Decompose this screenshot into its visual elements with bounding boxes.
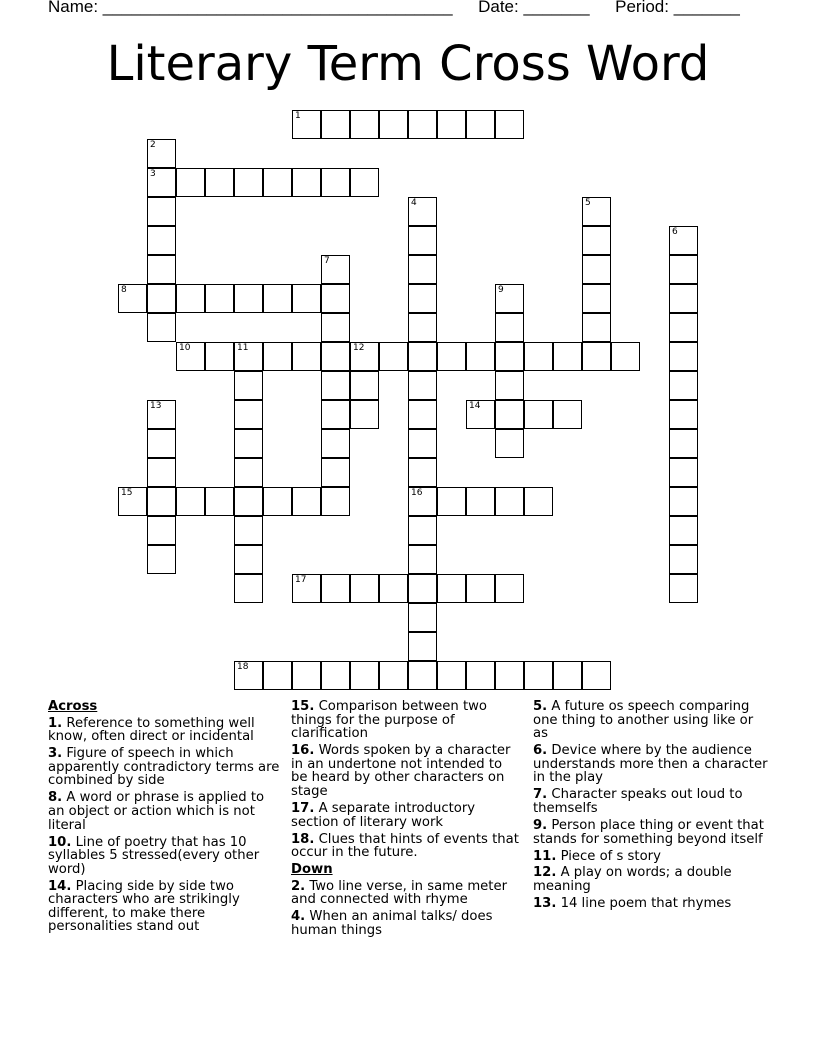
crossword-cell[interactable] (234, 400, 263, 429)
clue-down-11: 11. Piece of s story (533, 848, 661, 864)
clues-column-2 (291, 700, 521, 941)
crossword-cell[interactable] (669, 545, 698, 574)
crossword-cell[interactable] (350, 371, 379, 400)
crossword-cell[interactable] (147, 545, 176, 574)
crossword-cell[interactable] (582, 226, 611, 255)
crossword-cell[interactable] (408, 255, 437, 284)
clue-down-2: 2. Two line verse, in same meter and connected with rhyme (291, 878, 507, 908)
clue-number-17: 17 (295, 575, 307, 585)
crossword-cell[interactable] (408, 371, 437, 400)
clue-number-1: 1 (295, 111, 301, 121)
clue-number-12: 12 (353, 343, 365, 353)
crossword-cell[interactable] (292, 661, 321, 690)
crossword-cell[interactable] (495, 110, 524, 139)
clue-across-16: 16. Words spoken by a character in an undertone not intended to be heard by other characters on stage (291, 743, 511, 799)
clue-down-12: 12. A play on words; a double meaning (533, 865, 732, 895)
crossword-cell[interactable] (321, 661, 350, 690)
crossword-cell[interactable] (408, 458, 437, 487)
period-field[interactable]: Period: _______ (615, 0, 740, 16)
crossword-cell[interactable] (495, 661, 524, 690)
clue-down-5: 5. A future os speech comparing one thing to another using like or as (533, 699, 754, 742)
clue-number-4: 4 (411, 198, 417, 208)
crossword-cell[interactable] (495, 371, 524, 400)
crossword-cell[interactable] (350, 110, 379, 139)
page-title: Literary Term Cross Word (106, 36, 710, 92)
crossword-cell[interactable] (669, 458, 698, 487)
name-field[interactable]: Name: _____________________________________ (48, 0, 453, 16)
crossword-cell[interactable] (669, 342, 698, 371)
clue-down-13: 13. 14 line poem that rhymes (533, 896, 732, 912)
crossword-cell[interactable] (350, 574, 379, 603)
crossword-cell[interactable] (669, 284, 698, 313)
crossword-cell[interactable] (234, 487, 263, 516)
crossword-cell[interactable] (553, 661, 582, 690)
crossword-cell[interactable] (321, 168, 350, 197)
crossword-cell[interactable] (408, 400, 437, 429)
crossword-cell[interactable] (234, 545, 263, 574)
crossword-cell[interactable] (408, 545, 437, 574)
clue-number-2: 2 (150, 140, 156, 150)
crossword-cell[interactable] (321, 284, 350, 313)
crossword-cell[interactable] (321, 400, 350, 429)
crossword-cell[interactable] (147, 458, 176, 487)
across-heading: Across (48, 699, 98, 714)
crossword-cell[interactable] (379, 110, 408, 139)
crossword-cell[interactable] (176, 284, 205, 313)
crossword-cell[interactable] (495, 400, 524, 429)
crossword-cell[interactable] (350, 168, 379, 197)
crossword-cell[interactable] (263, 342, 292, 371)
crossword-cell[interactable] (292, 168, 321, 197)
crossword-cell[interactable] (321, 342, 350, 371)
crossword-cell[interactable] (147, 226, 176, 255)
crossword-cell[interactable] (263, 661, 292, 690)
crossword-cell[interactable] (379, 574, 408, 603)
crossword-cell[interactable] (669, 255, 698, 284)
crossword-cell[interactable] (524, 661, 553, 690)
clue-number-7: 7 (324, 256, 330, 266)
crossword-cell[interactable] (321, 110, 350, 139)
crossword-cell[interactable] (408, 632, 437, 661)
crossword-cell[interactable] (408, 342, 437, 371)
clue-number-11: 11 (237, 343, 249, 353)
crossword-cell[interactable] (669, 429, 698, 458)
clue-across-8: 8. A word or phrase is applied to an object or action which is not literal (48, 790, 265, 833)
clue-number-8: 8 (121, 285, 127, 295)
crossword-cell[interactable] (147, 516, 176, 545)
crossword-cell[interactable] (292, 284, 321, 313)
date-field[interactable]: Date: _______ (478, 0, 590, 16)
clue-down-9: 9. Person place thing or event that stands for something beyond itself (533, 817, 764, 847)
crossword-cell[interactable] (350, 661, 379, 690)
crossword-cell[interactable] (437, 487, 466, 516)
crossword-cell[interactable] (408, 603, 437, 632)
crossword-cell[interactable] (379, 342, 408, 371)
clue-down-6: 6. Device where by the audience understands more then a character in the play (533, 743, 768, 786)
crossword-cell[interactable] (205, 342, 234, 371)
crossword-cell[interactable] (524, 342, 553, 371)
crossword-cell[interactable] (205, 487, 234, 516)
crossword-cell[interactable] (524, 400, 553, 429)
clue-across-14: 14. Placing side by side two characters who are strikingly different, to make there personalities stand out (48, 878, 240, 935)
crossword-cell[interactable] (669, 487, 698, 516)
crossword-cell[interactable] (466, 342, 495, 371)
clues-column-1 (48, 700, 280, 937)
clue-number-18: 18 (237, 662, 249, 672)
crossword-cell[interactable] (495, 429, 524, 458)
crossword-cell[interactable] (408, 429, 437, 458)
crossword-cell[interactable] (495, 574, 524, 603)
crossword-cell[interactable] (669, 574, 698, 603)
crossword-cell[interactable] (669, 313, 698, 342)
clue-across-1: 1. Reference to something well know, often direct or incidental (48, 715, 255, 745)
crossword-cell[interactable] (234, 168, 263, 197)
crossword-cell[interactable] (147, 284, 176, 313)
crossword-cell[interactable] (234, 574, 263, 603)
crossword-cell[interactable] (408, 661, 437, 690)
crossword-cell[interactable] (321, 487, 350, 516)
crossword-cell[interactable] (234, 458, 263, 487)
clue-number-6: 6 (672, 227, 678, 237)
clues-column-3 (533, 700, 769, 914)
clue-number-9: 9 (498, 285, 504, 295)
clue-number-16: 16 (411, 488, 423, 498)
clue-number-14: 14 (469, 401, 481, 411)
crossword-cell[interactable] (263, 487, 292, 516)
crossword-cell[interactable] (234, 284, 263, 313)
clue-across-18: 18. Clues that hints of events that occur in the future. (291, 831, 519, 861)
crossword-cell[interactable] (582, 313, 611, 342)
crossword-cell[interactable] (321, 429, 350, 458)
crossword-cell[interactable] (176, 487, 205, 516)
clue-across-15: 15. Comparison between two things for the purpose of clarification (291, 699, 487, 742)
crossword-cell[interactable] (669, 516, 698, 545)
clue-number-13: 13 (150, 401, 162, 411)
crossword-cell[interactable] (553, 342, 582, 371)
crossword-cell[interactable] (321, 371, 350, 400)
crossword-cell[interactable] (408, 574, 437, 603)
clue-number-3: 3 (150, 169, 156, 179)
crossword-cell[interactable] (321, 458, 350, 487)
crossword-cell[interactable] (466, 661, 495, 690)
crossword-cell[interactable] (437, 661, 466, 690)
crossword-cell[interactable] (321, 313, 350, 342)
crossword-cell[interactable] (205, 284, 234, 313)
crossword-cell[interactable] (408, 284, 437, 313)
crossword-cell[interactable] (176, 168, 205, 197)
crossword-cell[interactable] (234, 516, 263, 545)
crossword-cell[interactable] (582, 342, 611, 371)
clue-across-17: 17. A separate introductory section of literary work (291, 800, 476, 830)
crossword-cell[interactable] (466, 574, 495, 603)
crossword-cell[interactable] (408, 110, 437, 139)
crossword-cell[interactable] (495, 487, 524, 516)
crossword-cell[interactable] (263, 284, 292, 313)
crossword-cell[interactable] (669, 371, 698, 400)
clue-across-3: 3. Figure of speech in which apparently contradictory terms are combined by side (48, 746, 280, 789)
crossword-cell[interactable] (495, 342, 524, 371)
crossword-cell[interactable] (408, 516, 437, 545)
crossword-cell[interactable] (350, 400, 379, 429)
crossword-cell[interactable] (611, 342, 640, 371)
crossword-cell[interactable] (669, 400, 698, 429)
crossword-cell[interactable] (147, 255, 176, 284)
clue-down-7: 7. Character speaks out loud to themselfs (533, 787, 743, 816)
crossword-cell[interactable] (321, 574, 350, 603)
crossword-cell[interactable] (553, 400, 582, 429)
crossword-cell[interactable] (147, 429, 176, 458)
clue-across-10: 10. Line of poetry that has 10 syllables 5 stressed(every other word) (48, 834, 260, 877)
crossword-cell[interactable] (408, 226, 437, 255)
crossword-cell[interactable] (234, 371, 263, 400)
crossword-cell[interactable] (205, 168, 234, 197)
crossword-cell[interactable] (495, 313, 524, 342)
crossword-cell[interactable] (437, 342, 466, 371)
crossword-cell[interactable] (263, 168, 292, 197)
crossword-cell[interactable] (147, 313, 176, 342)
crossword-cell[interactable] (437, 574, 466, 603)
crossword-cell[interactable] (466, 487, 495, 516)
crossword-cell[interactable] (147, 487, 176, 516)
crossword-cell[interactable] (379, 661, 408, 690)
crossword-cell[interactable] (234, 429, 263, 458)
clue-down-4: 4. When an animal talks/ does human things (291, 909, 493, 938)
crossword-cell[interactable] (147, 197, 176, 226)
crossword-cell[interactable] (292, 487, 321, 516)
crossword-cell[interactable] (582, 661, 611, 690)
crossword-cell[interactable] (292, 342, 321, 371)
crossword-cell[interactable] (582, 255, 611, 284)
clue-number-15: 15 (121, 488, 133, 498)
clue-number-5: 5 (585, 198, 591, 208)
crossword-cell[interactable] (408, 313, 437, 342)
crossword-cell[interactable] (524, 487, 553, 516)
down-heading: Down (291, 862, 333, 878)
crossword-cell[interactable] (466, 110, 495, 139)
clue-number-10: 10 (179, 343, 191, 353)
crossword-cell[interactable] (437, 110, 466, 139)
crossword-cell[interactable] (582, 284, 611, 313)
